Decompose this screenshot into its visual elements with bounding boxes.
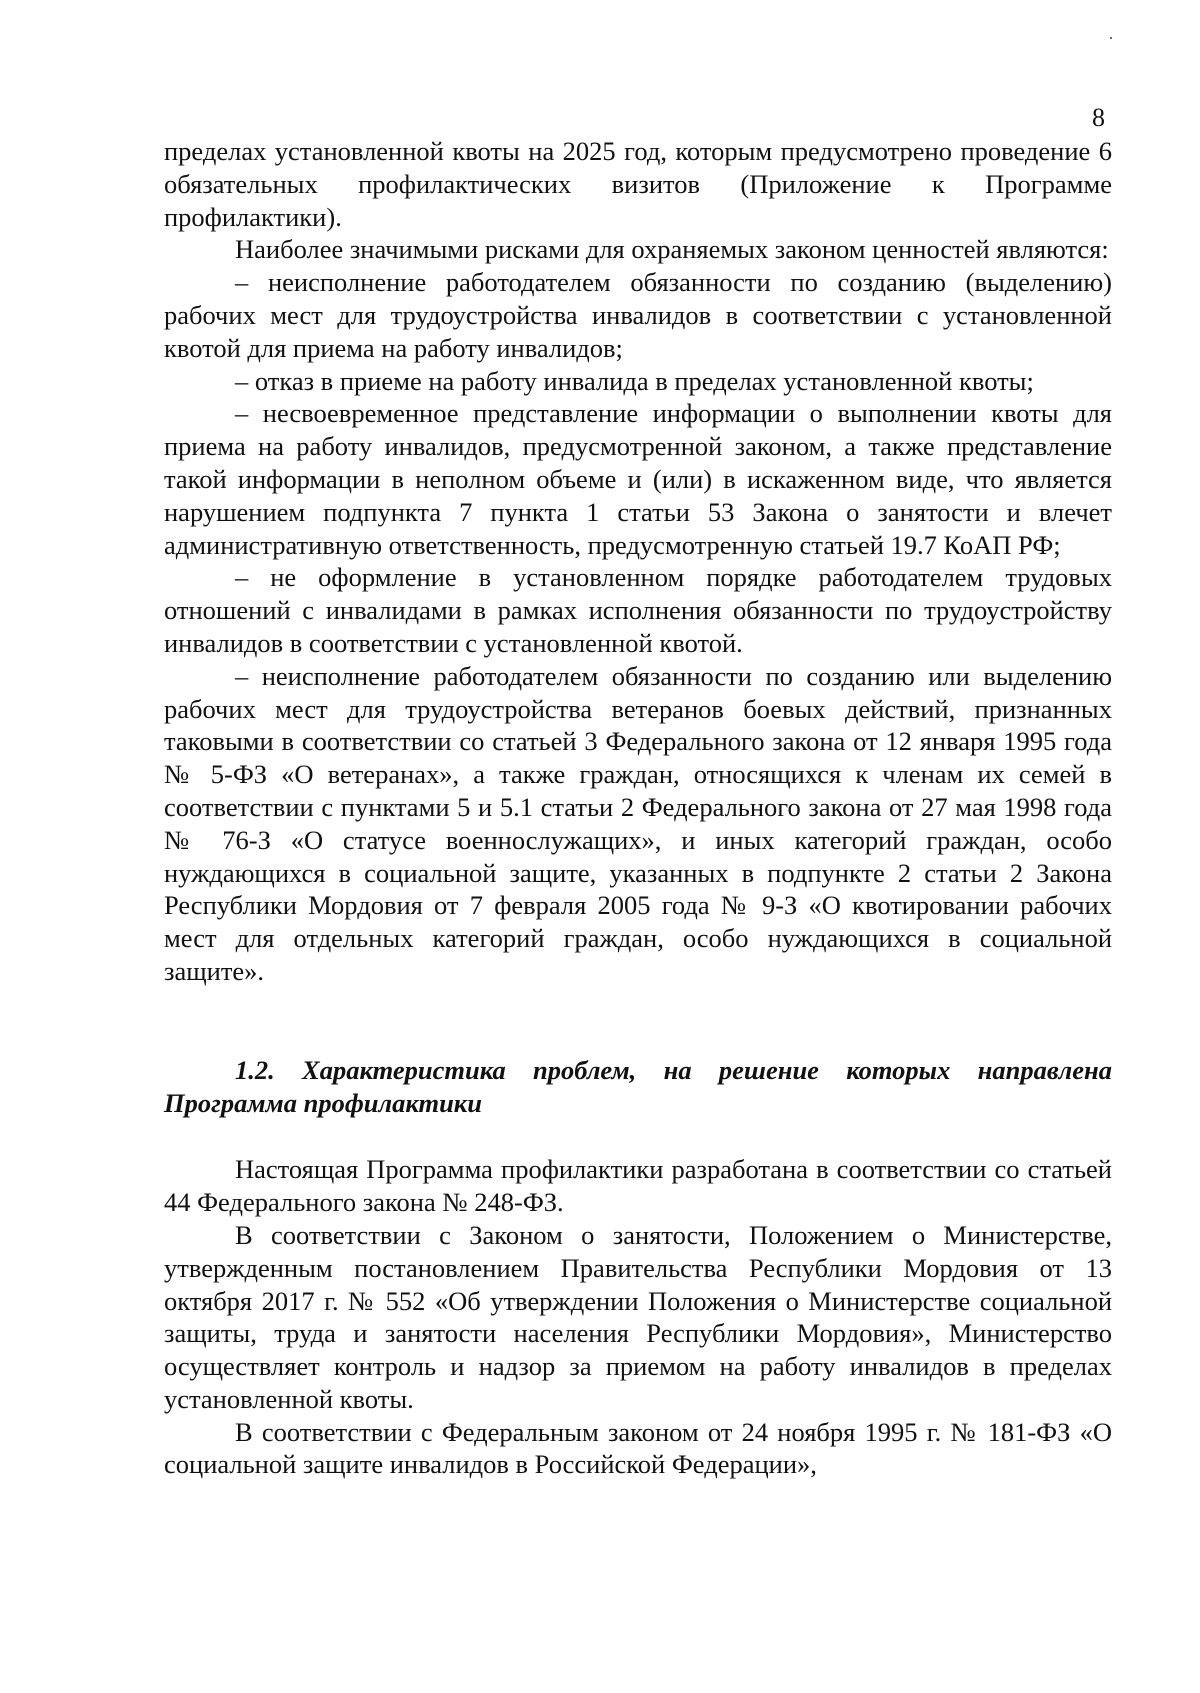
paragraph-federal-law: В соответствии с Федеральным законом от 24 ноября 1995 г. № 181-ФЗ «О социальной защите инвалидов в Российской Федерации»,: [164, 1416, 1112, 1480]
page-number: 8: [1092, 103, 1105, 132]
list-item-risk-1: – неисполнение работодателем обязанности по созданию (выделению) рабочих мест для трудоустройства инвалидов в соответствии с установленной квотой для приема на работу инвалидов;: [164, 267, 1112, 363]
paragraph-continuation: пределах установленной квоты на 2025 год, которым предусмотрено проведение 6 обязательных профилактических визитов (Приложение к Программе профилактики).: [164, 136, 1112, 232]
paragraph-ministry-authority: В соответствии с Законом о занятости, Положением о Министерстве, утвержденным постановлением Правительства Республики Мордовия от 13 октября 2017 г. № 552 «Об утверждении Положения о Министерстве социальной защиты, труда и занятости населения Республики Мордовия», Министерство осуществляет контроль и надзор за приемом на работу инвалидов в пределах установленной квоты.: [164, 1219, 1112, 1414]
list-item-risk-5: – неисполнение работодателем обязанности по созданию или выделению рабочих мест для трудоустройства ветеранов боевых действий, признанных таковыми в соответствии со статьей 3 Федерального закона от 12 января 1995 года № 5-ФЗ «О ветеранах», а также граждан, относящихся к членам их семей в соответствии с пунктами 5 и 5.1 статьи 2 Федерального закона от 27 мая 1998 года № 76-З «О статусе военнослужащих», и иных категорий граждан, особо нуждающихся в социальной защите, указанных в подпункте 2 статьи 2 Закона Республики Мордовия от 7 февраля 2005 года № 9-З «О квотировании рабочих мест для отдельных категорий граждан, особо нуждающихся в социальной защите».: [164, 660, 1112, 986]
list-item-risk-2: – отказ в приеме на работу инвалида в пределах установленной квоты;: [235, 365, 1034, 396]
section-heading: 1.2. Характеристика проблем, на решение которых направлена Программа профилактики: [164, 1054, 1112, 1118]
document-body: [164, 135, 1112, 1481]
list-item-risk-3: – несвоевременное представление информации о выполнении квоты для приема на работу инвалидов, предусмотренной законом, а также представление такой информации в неполном объеме и (или) в искаженном виде, что является нарушением подпункта 7 пункта 1 статьи 53 Закона о занятости и влечет административную ответственность, предусмотренную статьей 19.7 КоАП РФ;: [164, 398, 1112, 560]
paragraph-risks-intro: Наиболее значимыми рисками для охраняемых законом ценностей являются:: [235, 234, 1109, 265]
paragraph-program-basis: Настоящая Программа профилактики разработана в соответствии со статьей 44 Федерального закона № 248-ФЗ.: [164, 1154, 1112, 1218]
list-item-risk-4: – не оформление в установленном порядке работодателем трудовых отношений с инвалидами в рамках исполнения обязанности по трудоустройству инвалидов в соответствии с установленной квотой.: [164, 562, 1112, 658]
scan-corner-mark: ·: [1108, 28, 1114, 48]
